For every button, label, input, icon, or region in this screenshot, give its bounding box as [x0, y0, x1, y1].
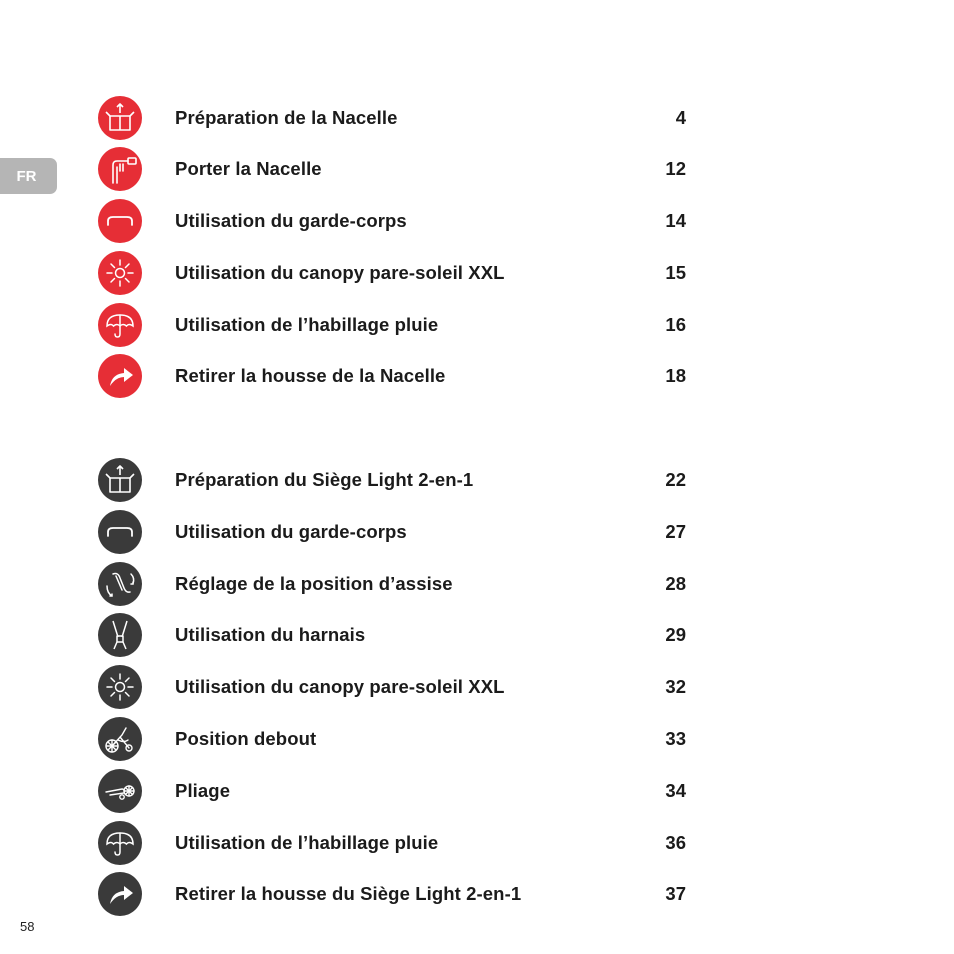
- toc-page: 18: [665, 365, 686, 386]
- toc-page: 29: [665, 624, 686, 645]
- stroller-folded-icon: [98, 769, 142, 813]
- toc-entry[interactable]: [0, 510, 954, 556]
- toc-entry[interactable]: [0, 613, 954, 659]
- toc-title: Préparation de la Nacelle: [175, 107, 398, 128]
- toc-entry[interactable]: [0, 665, 954, 711]
- toc-title: Retirer la housse de la Nacelle: [175, 365, 446, 386]
- umbrella-icon: [98, 821, 142, 865]
- toc-entry[interactable]: [0, 821, 954, 867]
- toc-title: Retirer la housse du Siège Light 2-en-1: [175, 883, 522, 904]
- toc-entry[interactable]: [0, 199, 954, 245]
- toc-title: Pliage: [175, 780, 231, 801]
- toc-entry[interactable]: [0, 458, 954, 504]
- toc-title: Utilisation du garde-corps: [175, 521, 407, 542]
- box-unpack-icon: [98, 96, 142, 140]
- harness-icon: [98, 613, 142, 657]
- recline-icon: [98, 562, 142, 606]
- sun-icon: [98, 665, 142, 709]
- stroller-standing-icon: [98, 717, 142, 761]
- language-tab: FR: [0, 158, 57, 194]
- carry-handle-icon: [98, 147, 142, 191]
- toc-title: Préparation du Siège Light 2-en-1: [175, 469, 474, 490]
- curved-arrow-icon: [98, 354, 142, 398]
- toc-title: Réglage de la position d’assise: [175, 573, 453, 594]
- toc-title: Utilisation du canopy pare-soleil XXL: [175, 676, 505, 697]
- toc-page: 15: [665, 262, 686, 283]
- toc-title: Position debout: [175, 728, 317, 749]
- umbrella-icon: [98, 303, 142, 347]
- toc-entry[interactable]: [0, 147, 954, 193]
- toc-entry[interactable]: [0, 354, 954, 400]
- toc-entry[interactable]: [0, 251, 954, 297]
- toc-title: Utilisation de l’habillage pluie: [175, 832, 439, 853]
- toc-page: 12: [665, 158, 686, 179]
- toc-title: Utilisation de l’habillage pluie: [175, 314, 439, 335]
- toc-title: Utilisation du garde-corps: [175, 210, 407, 231]
- box-unpack-icon: [98, 458, 142, 502]
- toc-page: 4: [675, 107, 686, 128]
- toc-page: 33: [665, 728, 686, 749]
- toc-entry[interactable]: [0, 769, 954, 815]
- toc-page: 34: [665, 780, 686, 801]
- toc-title: Utilisation du harnais: [175, 624, 366, 645]
- toc-page: 14: [665, 210, 686, 231]
- bumper-bar-icon: [98, 199, 142, 243]
- toc-page: 16: [665, 314, 686, 335]
- page-number: 58: [20, 919, 35, 934]
- toc-page: 37: [665, 883, 686, 904]
- toc-entry[interactable]: [0, 717, 954, 763]
- bumper-bar-icon: [98, 510, 142, 554]
- toc-entry[interactable]: [0, 96, 954, 142]
- toc-title: Porter la Nacelle: [175, 158, 322, 179]
- toc-page: 27: [665, 521, 686, 542]
- toc-entry[interactable]: [0, 872, 954, 918]
- toc-page: 28: [665, 573, 686, 594]
- toc-page: 32: [665, 676, 686, 697]
- sun-icon: [98, 251, 142, 295]
- toc-entry[interactable]: [0, 303, 954, 349]
- toc-entry[interactable]: [0, 562, 954, 608]
- curved-arrow-icon: [98, 872, 142, 916]
- toc-page: 36: [665, 832, 686, 853]
- toc-page: 22: [665, 469, 686, 490]
- toc-title: Utilisation du canopy pare-soleil XXL: [175, 262, 505, 283]
